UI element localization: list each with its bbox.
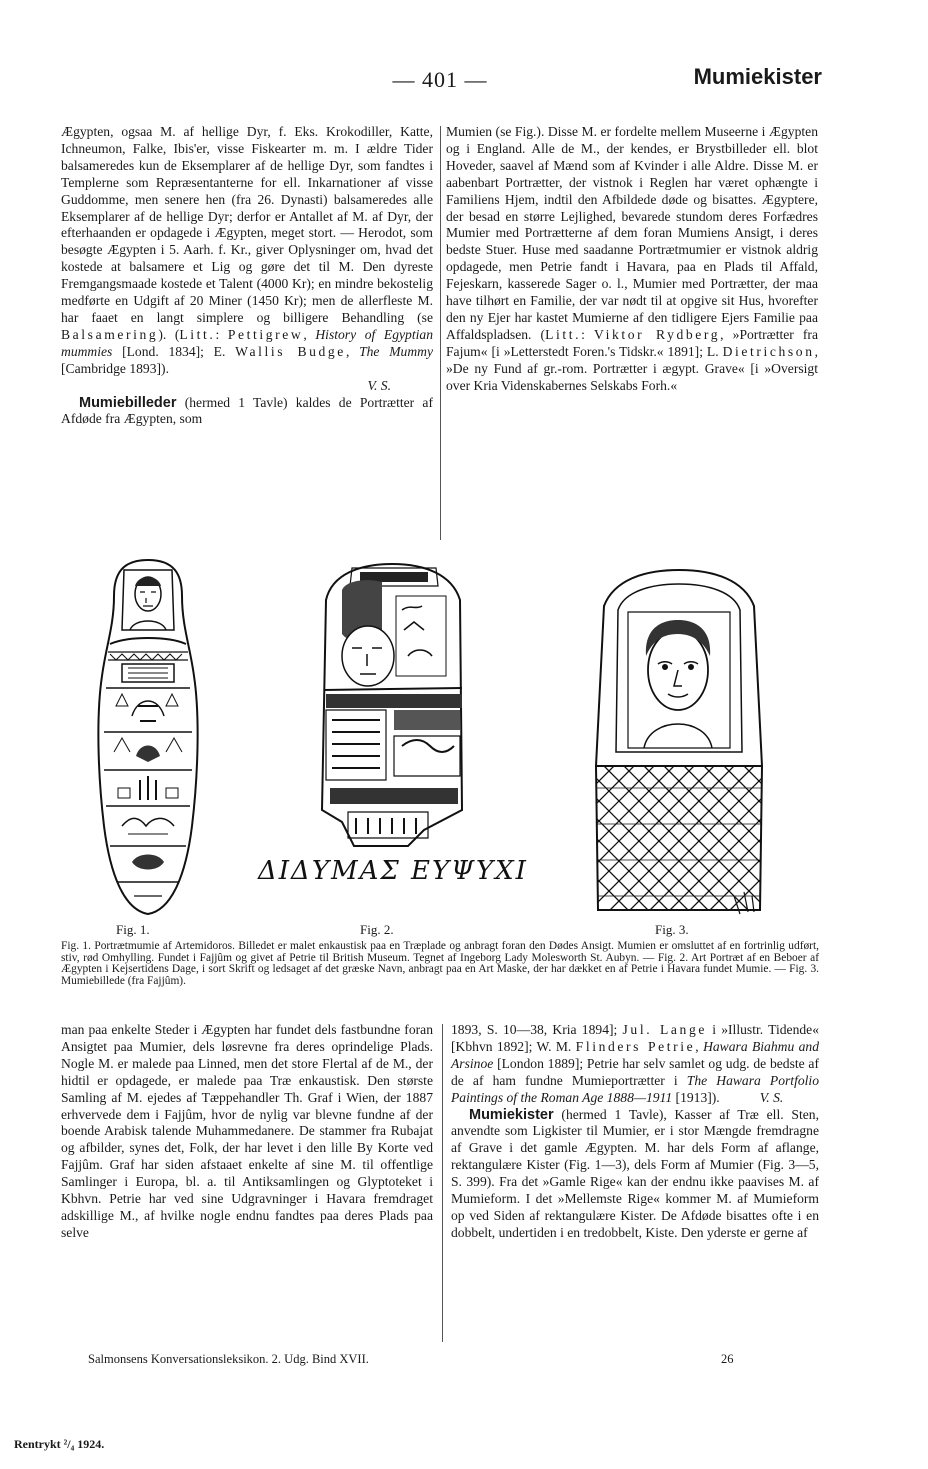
page-number: — 401 —	[392, 67, 488, 92]
entry-mumiebilleder	[61, 395, 433, 429]
literature-label: Litt.	[179, 326, 216, 342]
author-name: Dietrichson	[722, 343, 815, 359]
author-name: Viktor Rydberg	[593, 326, 721, 342]
running-head: Mumiekister	[693, 64, 822, 89]
figure-2-drawing	[312, 560, 472, 850]
entry-mumiekister	[451, 1107, 819, 1242]
figure-3-label: Fig. 3.	[655, 922, 689, 937]
figure-3-drawing	[584, 566, 774, 922]
figure-2-mask	[312, 560, 472, 850]
entry-text: (hermed 1 Tavle) kaldes de Portrætter af Afdøde fra Ægypten, som	[61, 394, 433, 427]
figure-caption: Fig. 1. Portrætmumie af Artemidoros. Billedet er malet enkaustisk paa en Træplade og anbragt foran den Dødes Ansigt. Mumien er omsluttet af en fortrinlig udført, stiv, rød Omhylling. Fundet i Fajjûm og givet af Petrie til British Museum. Tegnet af Ingeborg Lady Molesworth St. Aubyn. — Fig. 2. Art Portræt af en Beboer af Ægypten i Kejsertidens Dage, i sort Skrift og ledsaget af det græske Navn, anbragt paa en Art Maske, der har dækket en af Petrie i Havara fundet Mumie. — Fig. 3. Mumiebillede (fra Fajjûm).	[61, 940, 819, 987]
author-signature: V. S.	[367, 377, 391, 393]
column-top-right	[446, 124, 818, 395]
mumiebilleder-body: man paa enkelte Steder i Ægypten har fundet dels fastbundne foran Ansigtet paa Mumier, dels løsrevne fra deres oprindelige Plads. Nogle M. er malede paa Linned, men det store Flertal af de M., der hidtil er opdagede, er malede paa Træ enkaustisk. Den største Samling af M. ejedes af Tæppehandler Th. Graf i Wien, der 1887 erhvervede dem i Fajjûm, hvor de nylig var blevne fundne af der boende Arabisk talende Muhammedanere. De stammer fra Rubajat og afbilder, synes det, Folk, der har levet i den lille By Korte ved Fajjûm. Graf har siden afstaaet enkelte af sine M. til offentlige Samlinger i Europa, bl. a. til Antiksamlingen og Glyptoteket i Kbhvn. Petrie har ved sine Udgravninger i Havara fremdraget adskillige M., af hvilke nogle endnu fandtes paa deres Plads paa selve	[61, 1022, 433, 1240]
author-name: Wallis Budge	[235, 343, 346, 359]
book-title: The Hawara Portfolio Paintings of the Roman Age 1888—1911	[451, 1072, 819, 1105]
figure-2-label: Fig. 2.	[360, 922, 394, 937]
book-title: The Mummy	[359, 343, 433, 359]
footer-signature-mark: 26	[721, 1352, 734, 1366]
entry-headword: Mumiebilleder	[79, 394, 177, 411]
cross-reference: Balsamering	[61, 326, 159, 342]
column-rule-top	[440, 126, 441, 540]
footer-source: Salmonsens Konversationsleksikon. 2. Udg. Bind XVII.	[88, 1352, 369, 1366]
figure-1-label: Fig. 1.	[116, 922, 150, 937]
figure-3-mummy-portrait	[584, 566, 774, 922]
figure-1-drawing	[88, 556, 208, 918]
book-title: History of Egyptian mummies	[61, 326, 433, 359]
body-text: Mumien (se Fig.). Disse M. er fordelte mellem Museerne i Ægypten og i England. Alle de M., der kendes, er Brystbilleder ell. blot Hoveder, saavel af Mænd som af Kvinder i alle Aldre. Disse M. er aabenbart Portrætter, der vistnok i Reglen har været ophængte i Familiens Hjem, indtil den Afbildede døde og bisattes. Ægyptere, der besad en større Lejlighed, bevarede stundom deres Forfædres Mumier med Portrætterne af dem foran Mumiens Ansigt, i deres bedste Stuer. Huse med saadanne Portrætmumier er vistnok aldrig opdagede, men Petrie fandt i Havara, paa en Plads til Affald, Fejeskarn, kasserede Sager o. l., Mumier med Portrætter, der maa have tilhørt en Familie, der var nødt til at opgive sit Hus, hvorefter den ny Ejer har kastet Mumierne af den tidligere Ejers Familie paa Affaldspladsen. (	[446, 124, 818, 342]
author-name: Jul. Lange	[622, 1022, 707, 1037]
author-name: Pettigrew	[227, 326, 304, 342]
reprint-note: Rentrykt ²/₄ 1924.	[14, 1437, 105, 1451]
entry-text: (hermed 1 Tavle), Kasser af Træ ell. Sten, anvendte som Ligkister til Mumier, er i stor Mængde fremdragne af Grave i det gamle Ægypten. M. har dels Form af aflange, rektangulære Kister (Fig. 1—3), dels Form af Mumier (Fig. 3—5, S. 399). Fra det »Gamle Rige« kan der endnu ikke paavises M. af Mumieform. I det »Mellemste Rige« kommer M. af Mumieform op ved Siden af rektangulære Kister. De Afdøde bisattes ofte i en dobbelt, undertiden i en tredobbelt, Kiste. Den yderste er gerne af	[451, 1106, 819, 1240]
body-text: Ægypten, ogsaa M. af hellige Dyr, f. Eks. Krokodiller, Katte, Ichneumon, Falke, Ibis'er, visse Fiskearter m. m. I ældre Tider balsameredes kun de Eksemplarer af de hellige Dyr, som fandtes i Templerne som Repræsentanterne for ell. Inkarnationer af visse Guddomme, men senere hen (fra 26. Dynasti) balsameredes alle Eksemplarer af de hellige Dyr; derfor er Antallet af M. af Dyr, der efterhaanden er opdagede i Ægypten, meget stort. — Herodot, som besøgte Ægypten i 5. Aarh. f. Kr., giver Oplysninger om, hvad det kostede at balsamere et Lig og gøre det til M. Den dyreste Fremgangsmaade kostede et Talent (4000 Kr); en mindre bekostelig medførte en Udgift af 20 Miner (1450 Kr); men de allerfleste M. har faaet en langt simplere og billigere Behandling (se	[61, 124, 433, 325]
author-signature: V. S.	[759, 1089, 784, 1105]
mumiebilleder-continuation: Mumien (se Fig.). Disse M. er fordelte mellem Museerne i Ægypten og i England. Alle de M., der kendes, er Brystbilleder ell. blot Hoveder, saavel af Mænd som af Kvinder i alle Aldre. Disse M. er aabenbart Portrætter, der vistnok i Reglen har været ophængte i Familiens Hjem, indtil den Afbildede døde og bisattes. Ægyptere, der besad en større Lejlighed, bevarede stundom deres Forfædres Mumier med Portrætterne af dem foran Mumiens Ansigt, i deres bedste Stuer. Huse med saadanne Portrætmumier er vistnok aldrig opdagede, men Petrie fandt i Havara, paa en Plads til Affald, Fejeskarn, kasserede Sager o. l., Mumier med Portrætter, der maa have tilhørt en Familie, der var nødt til at opgive sit Hus, hvorefter den ny Ejer har kastet Mumierne af den tidligere Ejers Familie paa Affaldspladsen. (Litt.: Viktor Rydberg, »Portrætter fra Fajum« [i »Letterstedt Foren.'s Tidskr.« 1891]; L. Dietrichson, »De ny Fund af gr.-rom. Portrætter i ægypt. Grave« [i »Oversigt over Kria Videnskabernes Selskabs Forh.«	[446, 124, 818, 393]
figure-1-portrait-mummy	[88, 556, 208, 918]
column-bottom-left	[61, 1022, 433, 1242]
mumiebilleder-literature: 1893, S. 10—38, Kria 1894]; Jul. Lange i »Illustr. Tidende« [Kbhvn 1892]; W. M. Flinders Petrie, Hawara Biahmu and Arsinoe [London 1889]; Petrie har selv samlet og udg. de bedste af de af ham fundne Mumieportrætter i The Hawara Portfolio Paintings of the Roman Age 1888—1911 [1913]). V. S.	[451, 1022, 820, 1105]
literature-label: Litt.	[545, 326, 582, 342]
column-bottom-right	[451, 1022, 819, 1242]
column-rule-bottom	[442, 1024, 443, 1342]
column-top-left	[61, 124, 433, 428]
author-name: Flinders Petrie	[575, 1038, 696, 1054]
figure-2-inscription: ΔΙΔΥΜΑΣ ΕΥΨΥΧΙ	[258, 856, 528, 886]
book-title: Hawara Biahmu and Arsinoe	[451, 1038, 820, 1071]
entry-headword: Mumiekister	[469, 1106, 554, 1123]
mumier-continuation: Ægypten, ogsaa M. af hellige Dyr, f. Eks. Krokodiller, Katte, Ichneumon, Falke, Ibis'er, visse Fiskearter m. m. I ældre Tider balsameredes kun de Eksemplarer af de hellige Dyr, som fandtes i Templerne som Repræsentanterne for ell. Inkarnationer af visse Guddomme, men senere hen (fra 26. Dynasti) balsameredes alle Eksemplarer af de hellige Dyr; derfor er Antallet af M. af Dyr, der efterhaanden er opdagede i Ægypten, meget stort. — Herodot, som besøgte Ægypten i 5. Aarh. f. Kr., giver Oplysninger om, hvad det kostede at balsamere et Lig og gøre det til M. Den dyreste Fremgangsmaade kostede et Talent (4000 Kr); en mindre bekostelig medførte en Udgift af 20 Miner (1450 Kr); men de allerfleste M. har faaet en langt simplere og billigere Behandling (se Balsamering). (Litt.: Pettigrew, History of Egyptian mummies [Lond. 1834]; E. Wallis Budge, The Mummy [Cambridge 1893]). V. S.	[61, 124, 433, 393]
